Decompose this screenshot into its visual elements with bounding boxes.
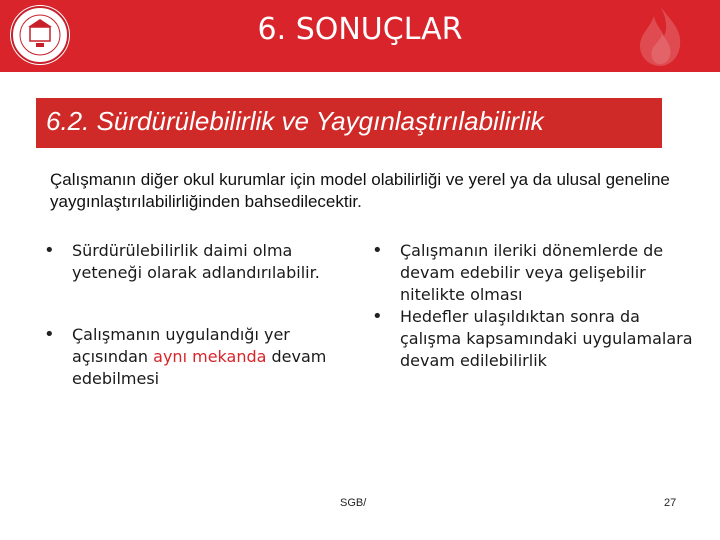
bullet-dot-icon: •	[372, 306, 383, 327]
right-bullet-list	[372, 240, 702, 372]
page-number: 27	[664, 497, 677, 509]
bullet-text: Çalışmanın ileriki dönemlerde de devam edebilir veya gelişebilir nitelikte olması	[400, 241, 664, 304]
bullet-dot-icon: •	[44, 240, 55, 261]
list-item	[44, 240, 364, 284]
footer-label: SGB/	[340, 497, 367, 509]
bullet-dot-icon: •	[44, 324, 55, 345]
flame-watermark-icon	[630, 4, 690, 72]
left-bullet-list	[44, 240, 364, 390]
section-heading-bar	[36, 98, 662, 148]
header-banner	[0, 0, 720, 72]
bullet-text-before: Çalışmanın uygulandığı yer açısından	[72, 325, 290, 366]
bullet-text-after: devam edebilmesi	[72, 347, 327, 388]
list-item	[372, 306, 702, 372]
intro-paragraph: Çalışmanın diğer okul kurumlar için model olabilirliği ve yerel ya da ulusal geneline yaygınlaştırılabilirliğinden bahsedilecektir.	[50, 170, 670, 211]
bullet-text: Sürdürülebilirlik daimi olma yeteneği olarak adlandırılabilir.	[72, 241, 320, 282]
list-item	[44, 324, 364, 390]
list-item	[372, 240, 702, 306]
bullet-text: Hedefler ulaşıldıktan sonra da çalışma kapsamındaki uygulamalara devam edilebilirlik	[400, 307, 693, 370]
page-title: 6. SONUÇLAR	[257, 12, 463, 47]
section-title: 6.2. Sürdürülebilirlik ve Yaygınlaştırılabilirlik	[46, 106, 544, 136]
highlighted-text: aynı mekanda	[153, 347, 267, 366]
bullet-dot-icon: •	[372, 240, 383, 261]
